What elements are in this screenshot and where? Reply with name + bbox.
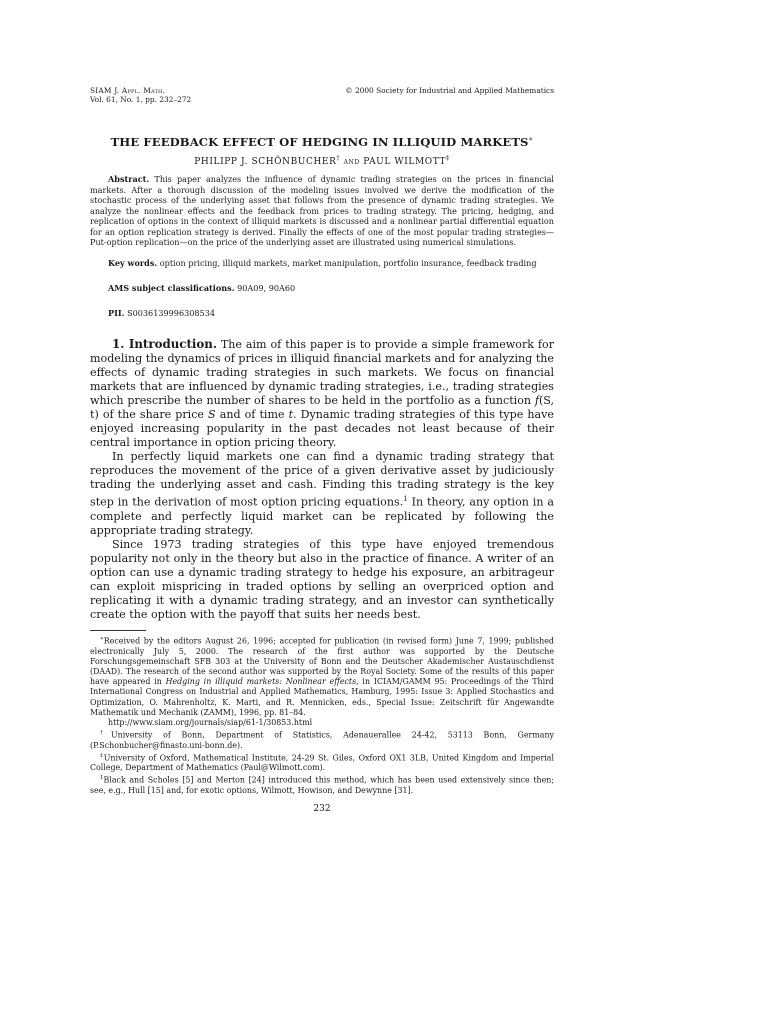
intro-p1-text-b: of the share price	[102, 407, 204, 421]
author-first: PHILIPP J. SCHÖNBUCHER	[194, 157, 337, 167]
footnote-1-text: Black and Scholes [5] and Merton [24] introduced this method, which has been used extensively since then; see, e.g., Hull [15] and, for exotic options, Wilmott, Howison, and Dewynne [31].	[90, 776, 554, 796]
abstract	[90, 174, 554, 248]
intro-p2-text-a: In perfectly liquid markets one can find a dynamic trading strategy that reproduces the movement of the price of a given derivative asset by judiciously trading the underlying asset and cash. Finding this trading strategy is the key step in the derivation of most option pricing equations.	[90, 450, 554, 509]
section-heading: 1. Introduction.	[112, 336, 217, 351]
footnote-star-em: Hedging in illiquid markets: Nonlinear effects	[165, 677, 357, 687]
author-first-mark: †	[336, 155, 341, 162]
author-conjunction: and	[343, 157, 360, 167]
volume-info: Vol. 61, No. 1, pp. 232–272	[90, 95, 192, 104]
footnote-ddagger-text: University of Oxford, Mathematical Institute, 24-29 St. Giles, Oxford OX1 3LB, United Kingdom and Imperial College, Department of Mathematics (Paul@Wilmott.com).	[90, 753, 554, 773]
pii-text: S0036139996308534	[127, 308, 215, 319]
author-second-mark: ‡	[446, 155, 450, 162]
intro-paragraph-2	[90, 450, 554, 538]
math-f: f	[534, 393, 539, 407]
footnotes	[90, 634, 554, 796]
footnote-1-mark: 1	[100, 775, 104, 782]
abstract-text: This paper analyzes the influence of dynamic trading strategies on the prices in financial markets. After a thorough discussion of the modeling issues involved we derive the modification of the stochastic process of the underlying asset that follows from the presence of dynamic trading strategies. We analyze the nonlinear effects and the feedback from prices to trading strategy. The pricing, hedging, and replication of options in the context of illiquid markets is discussed and a nonlinear partial differential equation for an option replication strategy is derived. Finally the effects of one of the most popular trading strategies—Put-option replication—on the price of the underlying asset are illustrated using numerical simulations.	[90, 174, 554, 248]
footnote-star	[90, 634, 554, 717]
abstract-label: Abstract.	[108, 174, 150, 184]
intro-paragraph-1	[90, 337, 554, 450]
author-line	[90, 155, 554, 167]
footnote-ddagger	[90, 751, 554, 774]
intro-p1-text-a: The aim of this paper is to provide a simple framework for modeling the dynamics of prices in illiquid financial markets and for analyzing the effects of dynamic trading strategies in such markets. We focus on financial markets that are influenced by dynamic trading strategies, i.e., trading strategies which prescribe the number of shares to be held in the portfolio as a function	[90, 337, 554, 407]
keywords-text: option pricing, illiquid markets, market manipulation, portfolio insurance, feedback trading	[159, 257, 537, 268]
footnote-dagger	[90, 728, 554, 751]
pii-label: PII.	[108, 308, 125, 319]
running-header	[90, 86, 554, 104]
page-number: 232	[313, 804, 331, 815]
ams-text: 90A09, 90A60	[237, 283, 296, 294]
paper-page	[90, 86, 554, 814]
ams-label: AMS subject classifications.	[108, 283, 235, 294]
pii	[90, 308, 554, 318]
keywords	[90, 258, 554, 268]
introduction-section	[90, 337, 554, 623]
footnote-divider	[90, 630, 146, 631]
journal-info	[90, 86, 191, 104]
footnote-dagger-mark: †	[100, 729, 111, 736]
intro-paragraph-3: Since 1973 trading strategies of this type have enjoyed tremendous popularity not only in the theory but also in the practice of finance. A writer of an option can use a dynamic trading strategy to hedge his exposure, an arbitrageur can exploit mispricing in traded options by selling an overpriced option and replicating it with a dynamic trading strategy, and an investor can synthetically create the option with the payoff that suits her needs best.	[90, 538, 554, 622]
footnote-1	[90, 773, 554, 796]
math-S: S	[208, 407, 216, 421]
math-args: (S, t)	[90, 393, 554, 421]
intro-p1-text-c: and of time	[219, 407, 285, 421]
ams-classifications	[90, 283, 554, 293]
title-footnote-mark: ∗	[528, 135, 534, 144]
math-t: t	[288, 407, 294, 421]
footnote-star-text-a: Received by the editors August 26, 1996; accepted for publication (in revised form) June 7, 1999; published electronically July 5, 2000. The research of the first author was supported by the Deutsche Forschungsgemeinschaft SFB 303 at the University of Bonn and the Deutscher Akademischer Austauschdienst (DAAD). The research of the second author was supported by the Royal Society. Some of the results of this paper have appeared in	[90, 636, 554, 687]
copyright-notice: © 2000 Society for Industrial and Applied Mathematics	[345, 86, 554, 95]
footnote-dagger-text: University of Bonn, Department of Statistics, Adenauerallee 24-42, 53113 Bonn, Germany (P.Schonbucher@finasto.uni-bonn.de).	[90, 730, 554, 750]
intro-p1-text-d: . Dynamic trading strategies of this type have enjoyed increasing popularity in the past decades not least because of their central importance in option pricing theory.	[90, 407, 554, 450]
footnote-star-mark: ∗	[100, 636, 104, 643]
journal-name: SIAM J. Appl. Math.	[90, 86, 166, 95]
footnote-ddagger-mark: ‡	[100, 752, 104, 759]
paper-title	[90, 135, 554, 149]
author-second: PAUL WILMOTT	[363, 157, 447, 167]
footnote-ref-1: 1	[403, 495, 408, 504]
title-text: THE FEEDBACK EFFECT OF HEDGING IN ILLIQUID MARKETS	[110, 135, 529, 149]
keywords-label: Key words.	[108, 257, 158, 268]
journal-url: http://www.siam.org/journals/siap/61-1/30853.html	[108, 717, 313, 727]
intro-p2-text-b: In theory, any option in a complete and perfectly liquid market can be replicated by following the appropriate trading strategy.	[90, 495, 555, 538]
footnote-star-text-b: , in ICIAM/GAMM 95: Proceedings of the Third International Congress on Industrial and Applied Mathematics, Hamburg, 1995: Issue 3: Applied Stochastics and Optimization, O. Mahrenholtz, K. Marti, and R. Mennicken, eds., Special Issue: Zeitschrift für Angewandte Mathematik und Mechanik (ZAMM), 1996, pp. 81–84.	[90, 677, 554, 717]
